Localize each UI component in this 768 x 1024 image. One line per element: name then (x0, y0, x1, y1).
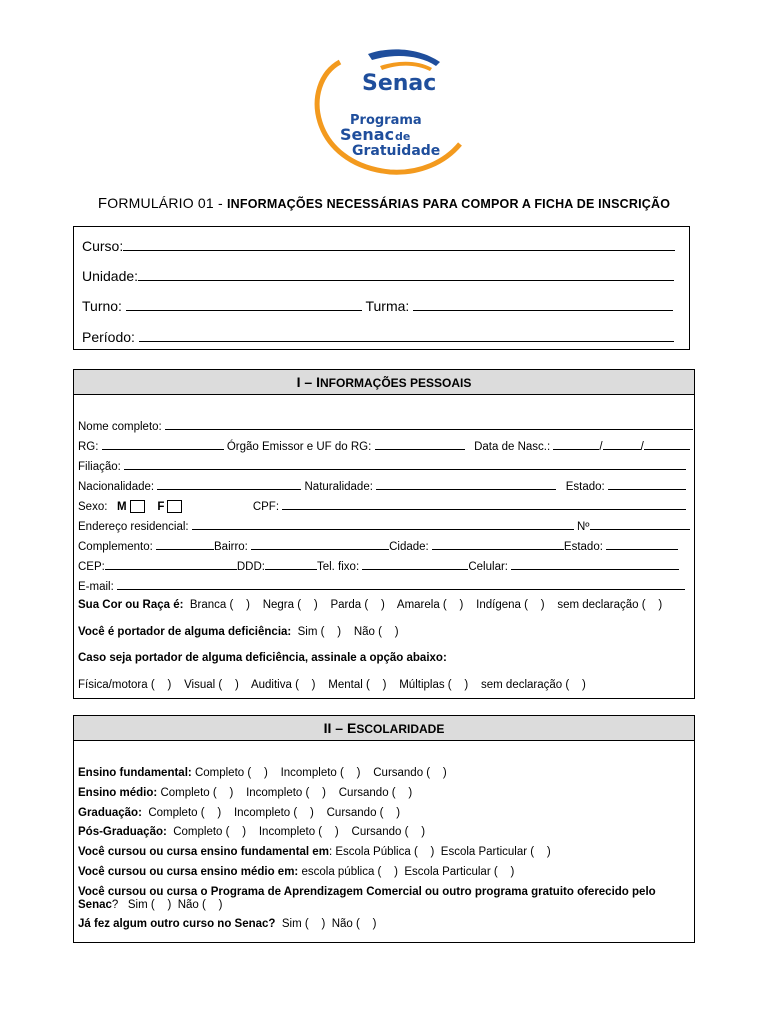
nacionalidade-row[interactable] (78, 479, 686, 493)
bairro-label: Bairro: (214, 541, 248, 553)
def-options[interactable]: Sim ( ) Não ( ) (297, 626, 399, 638)
cursou-fund-row[interactable] (78, 846, 551, 858)
nome-field[interactable] (78, 419, 693, 433)
numero-label: Nº (577, 521, 590, 533)
unidade-line[interactable] (82, 267, 674, 284)
sexo-f-label: F (157, 501, 165, 513)
logo-line2b: de (395, 130, 411, 143)
form-title (0, 195, 768, 212)
aprendiz-row[interactable] (78, 899, 222, 911)
ddd-label: DDD: (236, 561, 265, 573)
outro-options[interactable]: Sim ( ) Não ( ) (281, 918, 377, 930)
cep-row[interactable] (78, 559, 679, 573)
course-box (73, 226, 690, 350)
sexo-m-checkbox[interactable] (130, 500, 145, 513)
email-label: E-mail: (78, 581, 114, 593)
section2-title-a: II – E (323, 720, 357, 736)
section2-title (74, 716, 694, 741)
aprendiz-label: Você cursou ou cursa o Programa de Aprendizagem Comercial ou outro programa gratuito oferecido pelo (78, 886, 656, 898)
deficiencia-row[interactable] (78, 626, 399, 638)
endereco-row[interactable] (78, 519, 690, 533)
cidade-label: Cidade: (389, 541, 429, 553)
cursou-fund-label: Você cursou ou cursa ensino fundamental em (78, 846, 329, 858)
grad-options[interactable]: Completo ( ) Incompleto ( ) Cursando ( ) (148, 807, 401, 819)
pos-options[interactable]: Completo ( ) Incompleto ( ) Cursando ( ) (173, 826, 426, 838)
grad-label: Graduação: (78, 807, 142, 819)
nome-label: Nome completo: (78, 421, 162, 433)
naturalidade-label: Naturalidade: (304, 481, 373, 493)
cursou-fund-options[interactable]: : Escola Pública ( ) Escola Particular ( ) (328, 846, 551, 858)
complemento-label: Complemento: (78, 541, 153, 553)
medio-label: Ensino médio: (78, 787, 158, 799)
tel-label: Tel. fixo: (316, 561, 360, 573)
cursou-medio-options[interactable]: escola pública ( ) Escola Particular ( ) (301, 866, 515, 878)
logo-brand: Senac (362, 71, 437, 96)
cursou-medio-row[interactable] (78, 866, 514, 878)
nacionalidade-label: Nacionalidade: (78, 481, 155, 493)
periodo-line[interactable] (82, 328, 674, 345)
filiacao-field[interactable] (78, 459, 686, 473)
logo-line3: Gratuidade (352, 143, 441, 159)
filiacao-label: Filiação: (78, 461, 121, 473)
aprendiz-label2: Senac (78, 899, 112, 911)
section-escolaridade (73, 715, 695, 943)
cor-label: Sua Cor ou Raça é (78, 599, 180, 611)
def-label: Você é portador de alguma deficiência: (78, 626, 292, 638)
cpf-label: CPF: (252, 501, 280, 513)
complemento-row[interactable] (78, 539, 678, 553)
cpf-input[interactable] (282, 499, 686, 510)
section1-title-b: NFORMAÇÕES PESSOAIS (320, 376, 472, 390)
title-caps: INFORMAÇÕES NECESSÁRIAS PARA COMPOR A FICHA DE INSCRIÇÃO (226, 197, 671, 211)
cursou-medio-label: Você cursou ou cursa ensino médio em: (78, 866, 299, 878)
sexo-row (78, 499, 686, 513)
sexo-f-checkbox[interactable] (167, 500, 182, 513)
title-prefix-first: F (97, 195, 108, 212)
cor-options[interactable]: Branca ( ) Negra ( ) Parda ( ) Amarela ( ) Indígena ( ) sem declaração ( ) (189, 599, 663, 611)
cep-label: CEP: (78, 561, 105, 573)
fund-row[interactable] (78, 767, 447, 779)
outro-row[interactable] (78, 918, 376, 930)
medio-options[interactable]: Completo ( ) Incompleto ( ) Cursando ( ) (160, 787, 413, 799)
fund-label: Ensino fundamental: (78, 767, 192, 779)
turno-line[interactable] (82, 297, 673, 314)
nasc-label: Data de Nasc.: (474, 441, 551, 453)
sexo-m-label: M (117, 501, 127, 513)
section1-title-a: I – I (296, 374, 320, 390)
logo-line2a: Senac (340, 125, 395, 144)
turma-label: Turma: (365, 298, 410, 314)
logo-line1: Programa (350, 113, 422, 128)
curso-label: Curso: (82, 238, 124, 254)
pos-label: Pós-Graduação: (78, 826, 167, 838)
unidade-label: Unidade: (82, 268, 139, 284)
medio-row[interactable] (78, 787, 412, 799)
rg-row[interactable]: RG: Órgão Emissor e UF do RG: Data de Nasc.: / / (78, 439, 690, 453)
estado-label: Estado: (565, 481, 605, 493)
aprendiz-options[interactable]: ? Sim ( ) Não ( ) (111, 899, 223, 911)
orgao-label: Órgão Emissor e UF do RG: (226, 441, 372, 453)
fund-options[interactable]: Completo ( ) Incompleto ( ) Cursando ( ) (194, 767, 447, 779)
email-field[interactable] (78, 579, 685, 593)
section2-title-b: SCOLARIDADE (356, 722, 445, 736)
section1-title (74, 370, 694, 395)
title-prefix-rest: ORMULÁRIO 01 - (107, 195, 227, 211)
grad-row[interactable] (78, 807, 400, 819)
sexo-label: Sexo: (78, 501, 108, 513)
outro-label: Já fez algum outro curso no Senac? (78, 918, 276, 930)
pos-row[interactable] (78, 826, 425, 838)
turno-label: Turno: (82, 298, 122, 314)
endereco-label: Endereço residencial: (78, 521, 189, 533)
rg-label: RG: (78, 441, 99, 453)
senac-logo (300, 44, 470, 180)
curso-line[interactable] (82, 237, 675, 254)
def-tipo-label: Caso seja portador de alguma deficiência, assinale a opção abaixo: (78, 652, 447, 664)
periodo-label: Período: (82, 329, 135, 345)
celular-label: Celular: (468, 561, 508, 573)
cor-row[interactable]: Sua Cor ou Raça é: Branca ( ) Negra ( ) Parda ( ) Amarela ( ) Indígena ( ) sem declaração ( ) (78, 599, 663, 611)
section-personal-info (73, 369, 695, 699)
estado2-label: Estado: (563, 541, 603, 553)
def-tipo-options[interactable]: Física/motora ( ) Visual ( ) Auditiva ( ) Mental ( ) Múltiplas ( ) sem declaração ( ) (78, 679, 586, 691)
